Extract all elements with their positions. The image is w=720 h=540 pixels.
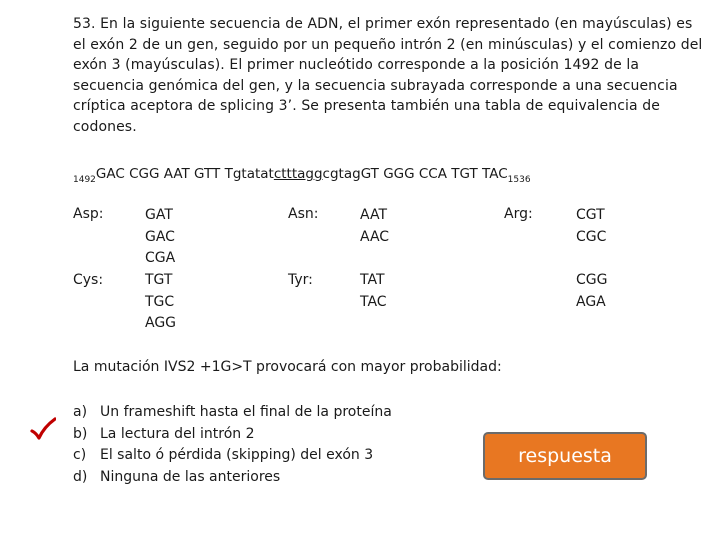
codon: GAT	[145, 207, 173, 223]
codon: AGG	[145, 315, 177, 331]
option-a	[73, 402, 392, 424]
sequence-start-position: 1492	[73, 175, 96, 185]
codon: TGT	[145, 272, 173, 288]
codon: CGG	[576, 272, 608, 288]
sequence-end-position: 1536	[507, 175, 531, 185]
option-d	[73, 467, 392, 489]
dna-sequence	[73, 166, 531, 185]
codons-tyr	[360, 270, 387, 313]
codons-cys	[145, 270, 176, 335]
codon: AGA	[576, 293, 606, 310]
option-letter: a)	[73, 404, 88, 420]
codon: CGA	[145, 250, 176, 266]
option-text: Ninguna de las anteriores	[100, 468, 281, 485]
aa-label-cys: Cys:	[73, 272, 104, 288]
codon: AAC	[360, 228, 390, 245]
option-letter: c)	[73, 447, 87, 463]
aa-label-asp: Asp:	[73, 206, 104, 222]
codon: CGT	[576, 207, 605, 223]
aa-label-tyr: Tyr:	[288, 272, 313, 288]
codon: AAT	[360, 207, 388, 223]
option-letter: d)	[73, 468, 88, 485]
codon: TAC	[360, 293, 387, 310]
aa-label-arg: Arg:	[504, 206, 533, 222]
option-c	[73, 445, 392, 467]
codon: TAT	[360, 272, 385, 288]
codons-arg-2	[576, 270, 607, 313]
question-text: 53. En la siguiente secuencia de ADN, el primer exón representado (en mayúsculas) es el exón 2 de un gen, seguido por un pequeño intrón 2 (en minúsculas) y el comienzo del exón 3 (mayúsculas). El primer nucleótido corresponde a la posición 1492 de la secuencia genómica del gen, y la secuencia subrayada corresponde a una secuencia críptica aceptora de splicing 3’. Se presenta también una tabla de equivalencia de codones.	[73, 16, 703, 135]
codons-asp	[145, 205, 175, 270]
option-text: Un frameshift hasta el final de la proteína	[100, 404, 392, 420]
aa-label-asn: Asn:	[288, 206, 319, 222]
codons-asn	[360, 205, 389, 248]
sequence-part-2: cgtag	[322, 166, 361, 182]
option-text: El salto ó pérdida (skipping) del exón 3	[100, 447, 374, 463]
checkmark-icon	[30, 416, 56, 442]
codons-arg-1	[576, 205, 606, 248]
answer-button[interactable]: respuesta	[483, 432, 647, 480]
sequence-part-1: GAC CGG AAT GTT Tgtatat	[95, 166, 274, 182]
cryptic-acceptor-sequence: ctttagg	[273, 166, 323, 182]
option-letter: b)	[73, 425, 88, 442]
codon: GAC	[145, 228, 175, 245]
option-text: La lectura del intrón 2	[100, 425, 255, 442]
sequence-part-3: GT GGG CCA TGT TAC	[360, 166, 508, 182]
codon: TGC	[145, 293, 175, 310]
question-prompt: La mutación IVS2 +1G>T provocará con mayor probabilidad:	[73, 359, 502, 375]
answer-options	[73, 402, 392, 488]
option-b	[73, 424, 392, 446]
codon: CGC	[576, 228, 607, 245]
